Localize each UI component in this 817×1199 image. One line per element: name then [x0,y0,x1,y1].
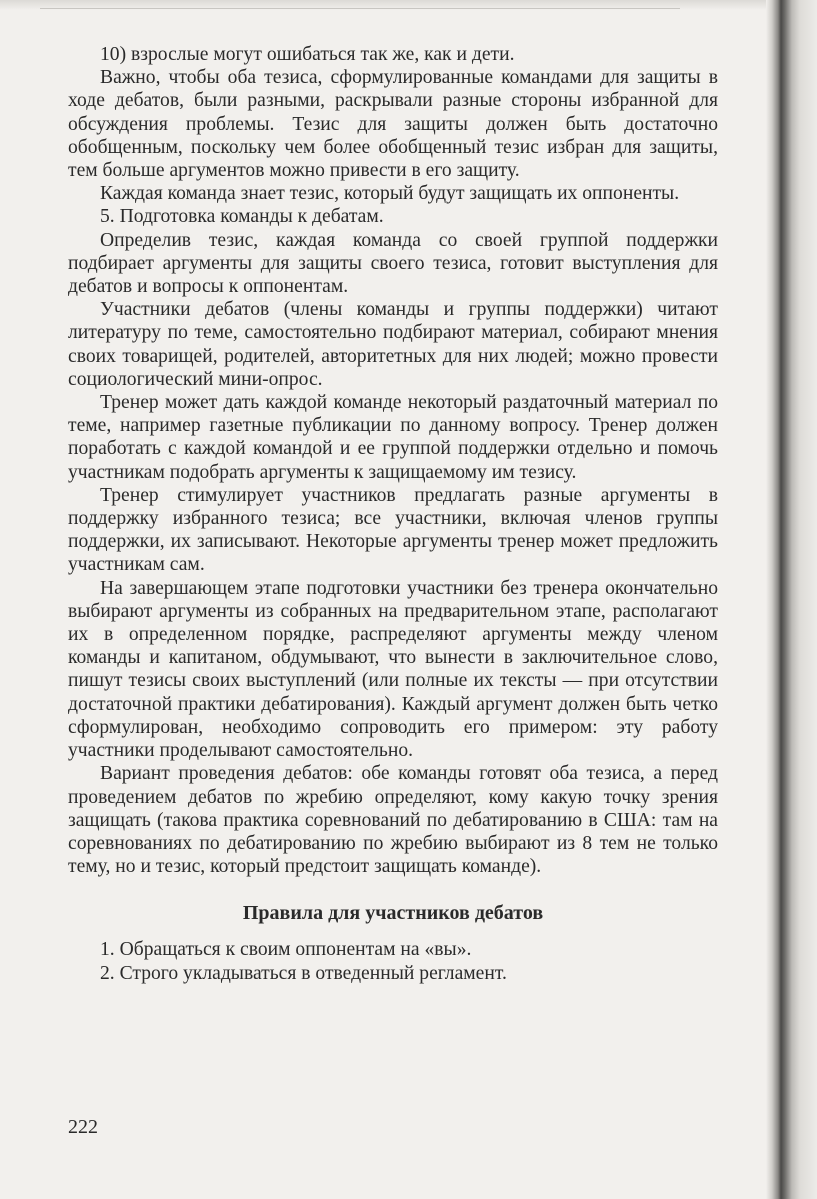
paragraph: Определив тезис, каждая команда со своей группой поддержки подбирает аргументы для защиты своего тезиса, готовит выступления для дебатов и вопросы к оппонентам. [68,229,718,298]
book-spine [766,0,817,1199]
top-rule [40,8,680,9]
page-number: 222 [68,1116,98,1138]
section-heading: Правила для участников дебатов [242,902,544,925]
paragraph: 10) взрослые могут ошибаться так же, как и дети. [100,44,515,65]
paragraph: Участники дебатов (члены команды и группы поддержки) читают литературу по теме, самостоятельно подбирают материал, собирают мнения своих товарищей, родителей, авторитетных для них людей; можно провести социологический мини-опрос. [68,299,718,390]
rule-item: 2. Строго укладываться в отведенный регламент. [100,962,507,984]
paragraph: 5. Подготовка команды к дебатам. [100,206,384,228]
paragraph: Каждая команда знает тезис, который будут защищать их оппоненты. [100,183,680,205]
paragraph: Тренер стимулирует участников предлагать разные аргументы в поддержку избранного тезиса; все участники, включая членов группы поддержки, их записывают. Некоторые аргументы тренер может предложить участникам сам. [68,484,718,576]
paragraph: На завершающем этапе подготовки участники без тренера окончательно выбирают аргументы из собранных на предварительном этапе, располагают их в определенном порядке, распределяют аргументы между членом команды и капитаном, обдумывают, что вынести в заключительное слово, пишут тезисы своих выступлений (или полные их тексты — при отсутствии достаточной практики дебатирования). Каждый аргумент должен быть четко сформулирован, необходимо сопроводить его примером: эту работу участники проделывают самостоятельно. [68,577,718,762]
paragraph: Важно, чтобы оба тезиса, сформулированные командами для защиты в ходе дебатов, были разными, раскрывали разные стороны избранной для обсуждения проблемы. Тезис для защиты должен быть достаточно обобщенным, поскольку чем более обобщенный тезис избран для защиты, тем больше аргументов можно привести в его защиту. [68,67,718,182]
rule-item: 1. Обращаться к своим оппонентам на «вы». [100,939,472,961]
paragraph: Вариант проведения дебатов: обе команды готовят оба тезиса, а перед проведением дебатов по жребию определяют, кому какую точку зрения защищать (такова практика соревнований по дебатированию в США: там на соревнованиях по дебатированию по жребию выбирают из 8 тем не только тему, но и тезис, который предстоит защищать команде). [68,763,718,878]
paragraph: Тренер может дать каждой команде некоторый раздаточный материал по теме, например газетные публикации по данному вопросу. Тренер должен поработать с каждой командой и ее группой поддержки отдельно и помочь участникам подобрать аргументы к защищаемому им тезису. [68,392,718,483]
page-body [68,43,718,985]
